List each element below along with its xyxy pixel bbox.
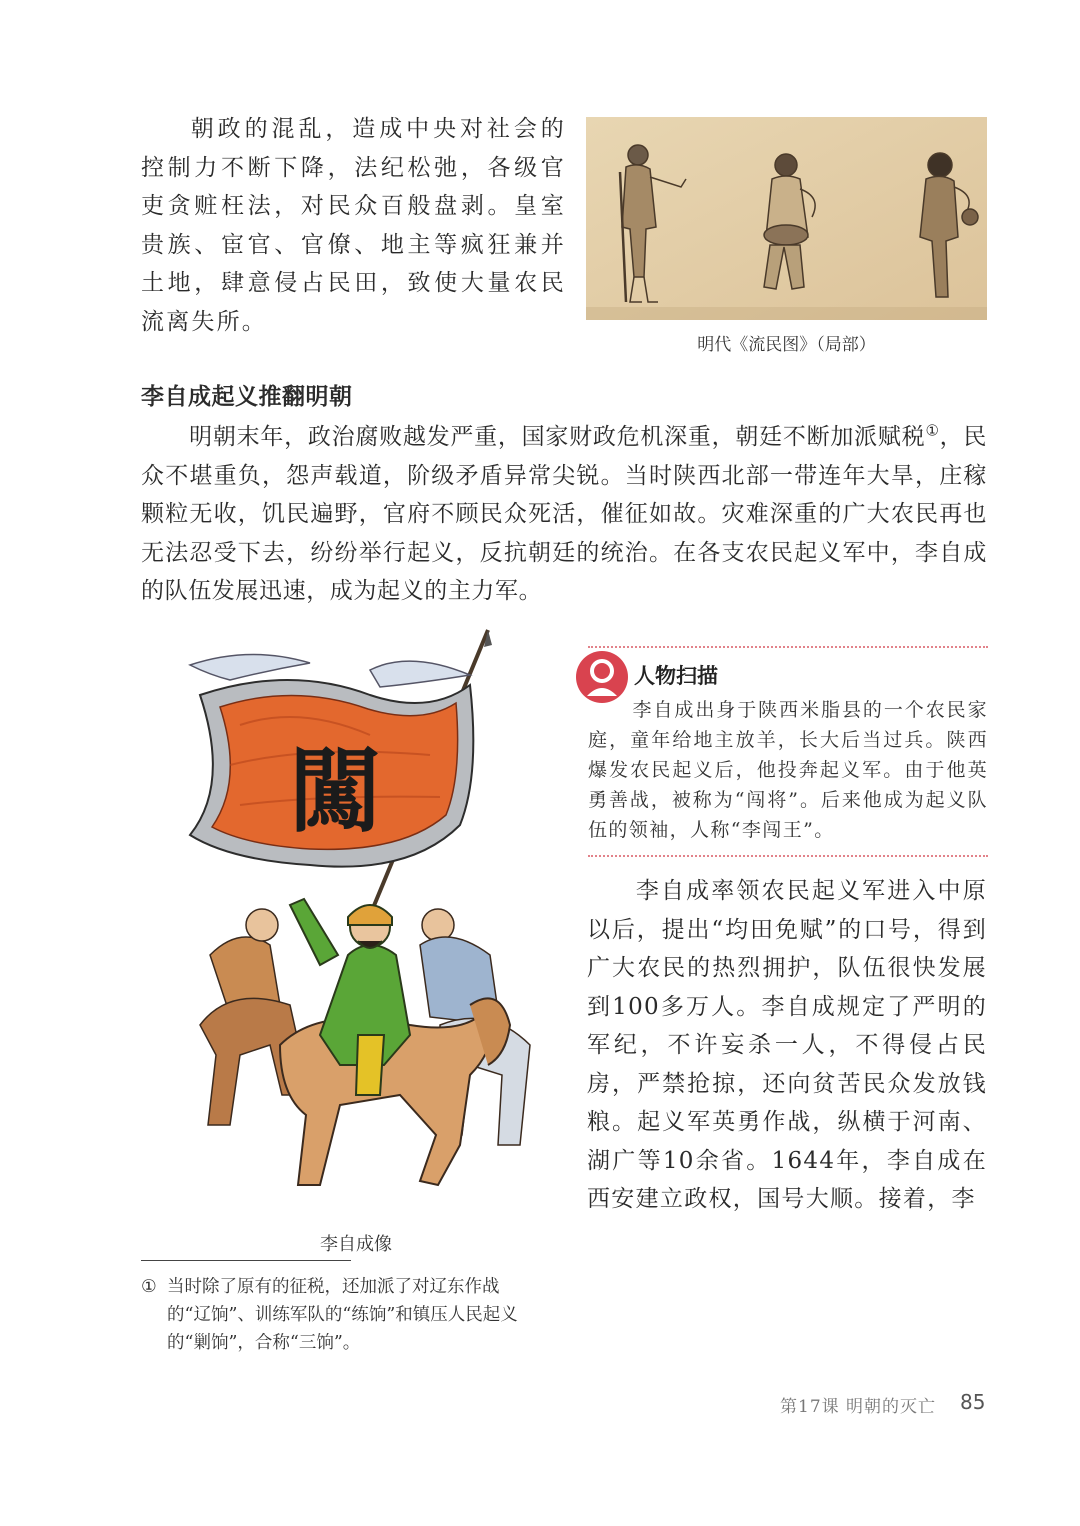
continuation-paragraph: 李自成率领农民起义军进入中原以后，提出“均田免赋”的口号，得到广大农民的热烈拥护，队伍很快发展到100多万人。李自成规定了严明的军纪，不许妄杀一人，不得侵占民房，严禁抢掠，还向贫苦民众发放钱粮。起义军英勇作战，纵横于河南、湖广等10余省。1644年，李自成在西安建立政权，国号大顺。接着，李 xyxy=(587,878,987,1212)
note-marker: ① xyxy=(925,421,940,440)
footer-lesson-title: 第17课 明朝的灭亡 xyxy=(780,1397,937,1417)
profile-box-bottom-border xyxy=(588,855,988,857)
section-paragraph: 明朝末年，政治腐败越发严重，国家财政危机深重，朝廷不断加派赋税①，民众不堪重负，怨声载道，阶级矛盾异常尖锐。当时陕西北部一带连年大旱，庄稼颗粒无收，饥民遍野，官府不顾民众死活，催征如故。灾难深重的广大农民再也无法忍受下去，纷纷举行起义，反抗朝廷的统治。在各支农民起义军中，李自成的队伍发展迅速，成为起义的主力军。 xyxy=(141,421,987,604)
section-heading: 李自成起义推翻明朝 xyxy=(141,384,353,410)
footnote-marker: ① xyxy=(141,1277,157,1297)
li-zicheng-illustration xyxy=(170,625,550,1225)
banner-character: 闖 xyxy=(288,737,382,845)
footnote-text: 当时除了原有的征税，还加派了对辽东作战的“辽饷”、训练军队的“练饷”和镇压人民起义的“剿饷”，合称“三饷”。 xyxy=(167,1277,518,1353)
profile-box-title: 人物扫描 xyxy=(634,664,718,688)
page-number: 85 xyxy=(960,1390,986,1414)
footnote-rule xyxy=(141,1260,351,1261)
footnote xyxy=(141,1273,551,1357)
liumin-painting xyxy=(586,117,987,320)
painting-caption: 明代《流民图》（局部） xyxy=(697,335,876,355)
intro-paragraph: 朝政的混乱，造成中央对社会的控制力不断下降，法纪松弛，各级官吏贪赃枉法，对民众百般盘剥。皇室贵族、宦官、官僚、地主等疯狂兼并土地，肆意侵占民田，致使大量农民流离失所。 xyxy=(141,116,566,335)
illustration-caption: 李自成像 xyxy=(320,1234,392,1255)
profile-box-top-border xyxy=(588,646,988,648)
profile-box-text: 李自成出身于陕西米脂县的一个农民家庭，童年给地主放羊，长大后当过兵。陕西爆发农民起义后，他投奔起义军。由于他英勇善战，被称为“闯将”。后来他成为起义队伍的领袖，人称“李闯王”。 xyxy=(588,699,988,841)
